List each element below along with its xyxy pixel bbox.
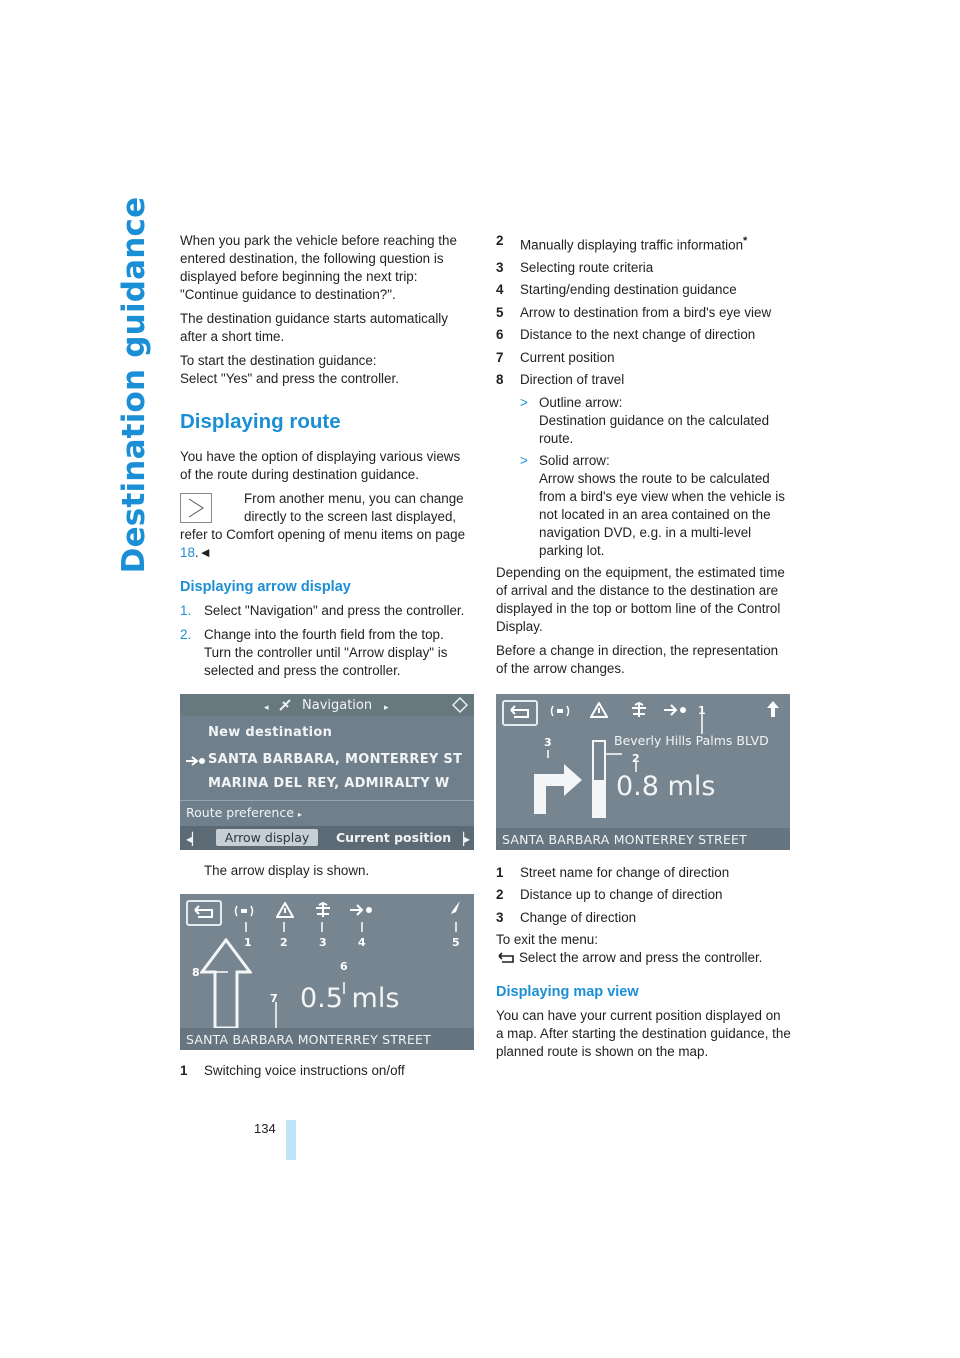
item-number: 8	[496, 372, 504, 388]
item-text: Distance to the next change of direction	[520, 327, 756, 343]
menu-divider	[180, 800, 474, 801]
callout-7: 7	[270, 992, 278, 1005]
page-link[interactable]: 18	[180, 545, 195, 560]
distance-readout: 0.5 mls	[300, 983, 400, 1014]
item-number: 1	[496, 864, 504, 880]
nav-prev-icon: ◂	[264, 703, 269, 713]
item-text: Street name for change of direction	[520, 864, 730, 880]
callout-1: 1	[244, 936, 252, 949]
step-number: 2.	[180, 627, 192, 642]
text: Manually displaying traffic information	[520, 237, 744, 253]
section-title	[112, 196, 156, 574]
left-column	[180, 232, 472, 1085]
callout-lines	[180, 894, 474, 1050]
paragraph: Before a change in direction, the representation of the arrow changes.	[496, 642, 779, 676]
note	[180, 490, 472, 562]
tab-arrow-display[interactable]: Arrow display	[216, 829, 318, 846]
item-text: Direction of travel	[520, 372, 625, 388]
heading-arrow-display: Displaying arrow display	[180, 579, 351, 595]
note-text: From another menu, you can change directly to the screen last displayed,	[244, 491, 464, 524]
text: The arrow display is shown.	[204, 863, 370, 878]
menu-item-destination-1[interactable]: SANTA BARBARA, MONTERREY ST	[208, 752, 463, 767]
section-title-text: Destination guidance	[116, 196, 152, 574]
item-text: Current position	[520, 349, 615, 365]
text: To exit the menu:	[496, 932, 598, 948]
caption-arrow-shown	[180, 862, 472, 880]
page-bar	[286, 1120, 296, 1160]
callout-1: 1	[698, 703, 706, 717]
page-number: 134	[254, 1121, 276, 1136]
text: To start the destination guidance:	[180, 353, 377, 368]
paragraph: Depending on the equipment, the estimated time of arrival and the distance to the destination are displayed in the top or bottom line of the Control Display.	[496, 564, 785, 634]
sub-text	[539, 452, 791, 560]
list-item	[496, 371, 791, 389]
menu-header-title: Navigation	[302, 698, 373, 713]
callout-4: 4	[358, 936, 366, 949]
sub-item	[520, 394, 791, 448]
step-text: Select "Navigation" and press the controller.	[204, 603, 465, 618]
navigation-menu-screenshot	[180, 694, 474, 850]
text: refer to Comfort opening of menu items on page	[180, 527, 466, 542]
right-column	[496, 232, 791, 1067]
item-number: 3	[496, 909, 504, 925]
list-item	[496, 281, 791, 299]
heading-map-view: Displaying map view	[496, 984, 639, 1001]
menu-header-bar	[180, 694, 474, 716]
text: Solid arrow:	[539, 452, 610, 468]
text: Destination guidance on the calculated route.	[539, 412, 770, 446]
list-item	[496, 864, 791, 882]
direction-change-screenshot	[496, 694, 790, 850]
item-number: 6	[496, 327, 504, 343]
list-item	[496, 232, 791, 254]
text: Arrow shows the route to be calculated from a bird's eye view when the vehicle is not located in an area contained on the navigation DVD, e.g. in a multi-level parking lot.	[539, 470, 785, 558]
item-text: Starting/ending destination guidance	[520, 282, 737, 298]
nav-next-icon: ▸	[384, 703, 389, 713]
active-destination-arrow-icon	[186, 756, 206, 766]
paragraph: You have the option of displaying various views of the route during destination guidance.	[180, 449, 461, 482]
legend-item-1	[180, 1062, 472, 1080]
step	[180, 626, 472, 680]
tab-current-position[interactable]: Current position	[336, 830, 452, 845]
bullet: >	[520, 452, 528, 468]
callout-8: 8	[192, 966, 200, 979]
arrow-types	[520, 394, 791, 560]
tab-scroll-right-icon[interactable]: ▕▸	[454, 832, 470, 846]
item-number: 5	[496, 304, 504, 320]
legend-list	[496, 232, 791, 389]
distance-readout: 0.8 mls	[616, 770, 716, 802]
paragraph	[180, 352, 472, 388]
paragraph: You can have your current position displayed on a map. After starting the destination guidance, the planned route is shown on the map.	[496, 1008, 791, 1060]
step-text: Change into the fourth field from the top. Turn the controller until "Arrow display" is selected and press the controller.	[204, 627, 448, 678]
step-number: 1.	[180, 603, 192, 618]
text: .◄	[194, 545, 212, 560]
street-bar	[180, 1028, 474, 1050]
bullet: >	[520, 394, 528, 410]
exit-instructions	[496, 931, 791, 967]
list-item	[496, 909, 791, 927]
item-number: 2	[496, 233, 504, 248]
step	[180, 602, 472, 620]
list-item	[496, 886, 791, 904]
callout-3: 3	[319, 936, 327, 949]
list-item	[496, 304, 791, 322]
list-item	[496, 326, 791, 344]
item-number: 1	[180, 1063, 188, 1078]
back-arrow-icon	[496, 952, 516, 964]
street-bar	[496, 828, 790, 850]
legend-list-2	[496, 864, 791, 927]
item-number: 3	[496, 259, 504, 275]
heading-displaying-route: Displaying route	[180, 410, 341, 433]
current-street: SANTA BARBARA MONTERREY STREET	[186, 1032, 431, 1047]
callout-3: 3	[544, 735, 552, 749]
arrow-display-screenshot	[180, 894, 474, 1050]
steps	[180, 602, 472, 680]
street-name: Beverly Hills Palms BLVD	[614, 732, 769, 748]
callout-5: 5	[452, 936, 460, 949]
note-arrow-icon	[180, 493, 212, 523]
list-item	[496, 259, 791, 277]
settings-icon	[452, 697, 468, 713]
text: Select the arrow and press the controller.	[519, 950, 763, 966]
text: Outline arrow:	[539, 394, 623, 410]
item-text: Selecting route criteria	[520, 259, 654, 275]
text: Select "Yes" and press the controller.	[180, 371, 399, 386]
item-number: 7	[496, 349, 504, 365]
callout-2: 2	[280, 936, 288, 949]
tab-scroll-left-icon[interactable]: ◂▏	[186, 832, 202, 846]
current-street: SANTA BARBARA MONTERREY STREET	[502, 831, 747, 847]
navigation-icon	[278, 698, 292, 712]
bottom-tab-bar	[180, 826, 474, 850]
callout-6: 6	[340, 960, 348, 973]
sub-item	[520, 452, 791, 560]
item-number: 2	[496, 887, 504, 903]
route-preference-label: Route preference	[186, 805, 294, 820]
menu-item-route-preference[interactable]	[186, 804, 302, 824]
item-text	[520, 232, 747, 254]
item-text: Change of direction	[520, 909, 637, 925]
note-rest	[180, 526, 472, 562]
chevron-right-icon: ▸	[297, 810, 302, 819]
star: *	[743, 235, 748, 247]
paragraph: When you park the vehicle before reaching the entered destination, the following question is displayed before beginning the next trip: "Continue guidance to destination?".	[180, 233, 457, 302]
list-item	[496, 349, 791, 367]
item-text: Distance up to change of direction	[520, 887, 723, 903]
callout-2: 2	[632, 751, 640, 765]
item-number: 4	[496, 282, 504, 298]
menu-item-destination-2[interactable]: MARINA DEL REY, ADMIRALTY W	[208, 776, 450, 791]
item-text: Switching voice instructions on/off	[204, 1063, 405, 1078]
paragraph: The destination guidance starts automatically after a short time.	[180, 311, 448, 344]
exit-row	[496, 949, 791, 967]
item-text: Arrow to destination from a bird's eye view	[520, 304, 772, 320]
sub-text	[539, 394, 791, 448]
menu-item-new-destination[interactable]: New destination	[208, 725, 333, 740]
